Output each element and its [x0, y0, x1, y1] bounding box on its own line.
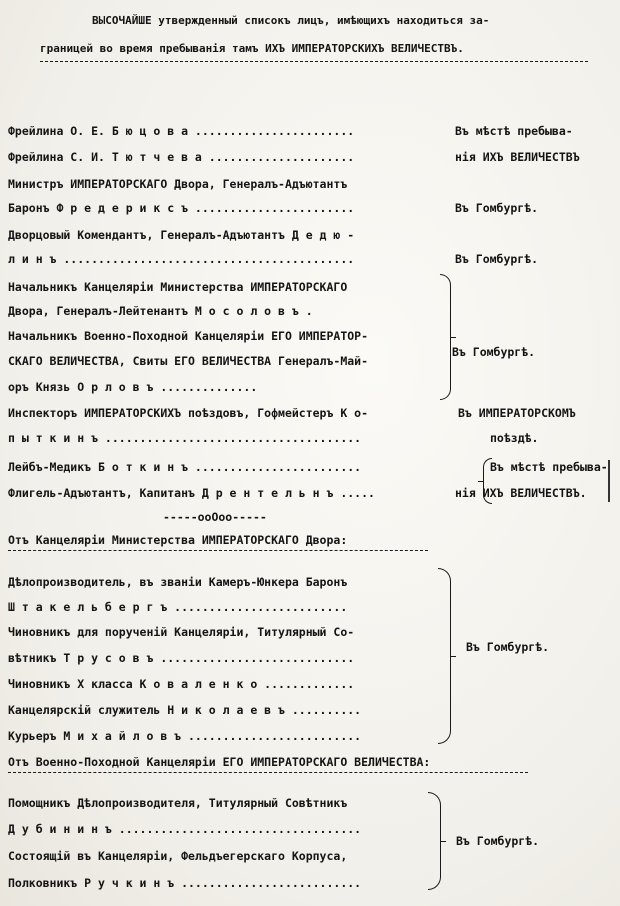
header-line-1: ВЫСОЧАЙШЕ утвержденный списокъ лицъ, имѣющихъ находиться за-	[92, 14, 490, 27]
section-title: Отъ Канцеляріи Министерства ИМПЕРАТОРСКАГО Двора:	[8, 533, 348, 547]
section-line: Дѣлопроизводитель, въ званіи Камеръ-Юнкера Баронъ	[8, 575, 348, 589]
entry-line: п ы т к и н ъ .....................................	[8, 431, 362, 445]
section-title: Отъ Военно-Походной Канцеляріи ЕГО ИМПЕРАТОРСКАГО ВЕЛИЧЕСТВА:	[8, 755, 431, 769]
group-brace	[438, 568, 451, 744]
location-note: поѣздѣ.	[490, 431, 539, 445]
section-line: Канцелярскій служитель Н и к о л а е в ъ ..........	[8, 703, 362, 717]
group-brace	[440, 274, 451, 400]
section-line: Чиновникъ для порученій Канцеляріи, Титулярный Со-	[8, 625, 355, 639]
section-line: Состоящій въ Канцеляріи, Фельдъегерскаго Корпуса,	[8, 849, 348, 863]
entry-line: СКАГО ВЕЛИЧЕСТВА, Свиты ЕГО ВЕЛИЧЕСТВА Генералъ-Май-	[8, 354, 369, 368]
section-line: Полковникъ Р у ч к и н ъ ..........................	[8, 876, 362, 890]
location-note: Въ Гомбургѣ.	[455, 201, 539, 215]
section-line: Чиновникъ X класса К о в а л е н к о .............	[8, 677, 355, 691]
group-brace	[428, 792, 441, 890]
location-note: нія ИХЪ ВЕЛИЧЕСТВЪ	[455, 150, 580, 164]
header-underline	[40, 61, 588, 62]
location-note: Въ Гомбургѣ.	[466, 640, 550, 654]
entry-line: оръ Князь О р л о в ъ ..............	[8, 380, 258, 394]
entry-line: Начальникъ Военно-Походной Канцеляріи ЕГО ИМПЕРАТОР-	[8, 329, 369, 343]
section-title-underline	[8, 550, 428, 551]
section-divider: -----ооОоо-----	[163, 510, 267, 524]
section-line: вѣтникъ Т р у с о в ъ ............................	[8, 651, 355, 665]
entry-line: Фрейлина О. Е. Б ю ц о в а .......................	[8, 124, 355, 138]
section-line: Ш т а к е л ь б е р г ъ .........................	[8, 600, 348, 614]
entry-line: Баронъ Ф р е д е р и к с ъ .......................	[8, 201, 355, 215]
entry-line: Двора, Генералъ-Лейтенантъ М о с о л о в ъ .	[8, 304, 313, 318]
section-title-underline	[8, 772, 528, 773]
section-line: Помощникъ Дѣлопроизводителя, Титулярный Совѣтникъ	[8, 796, 348, 810]
entry-line: Дворцовый Комендантъ, Генералъ-Адъютантъ Д е д ю -	[8, 228, 355, 242]
entry-line: Флигель-Адъютантъ, Капитанъ Д р е н т е л ь н ъ .....	[8, 486, 375, 500]
entry-line: л и н ъ ..........................................	[8, 252, 355, 266]
section-line: Д у б и н и н ъ ...................................	[8, 822, 362, 836]
group-brace	[483, 458, 492, 504]
right-margin-rule	[608, 460, 610, 502]
header-line-2: границей во время пребыванія тамъ ИХЪ ИМПЕРАТОРСКИХЪ ВЕЛИЧЕСТВЪ.	[40, 42, 464, 55]
entry-line: Лейбъ-Медикъ Б о т к и н ъ ........................	[8, 460, 362, 474]
location-note: Въ Гомбургѣ.	[455, 252, 539, 266]
entry-line: Инспекторъ ИМПЕРАТОРСКИХЪ поѣздовъ, Гофмейстеръ К о-	[8, 406, 369, 420]
entry-line: Начальникъ Канцеляріи Министерства ИМПЕРАТОРСКАГО	[8, 280, 348, 294]
location-note: Въ ИМПЕРАТОРСКОМЪ	[458, 406, 576, 420]
location-note: Въ Гомбургѣ.	[456, 834, 540, 848]
location-note: Въ Гомбургѣ.	[452, 345, 536, 359]
location-note: нія ИХЪ ВЕЛИЧЕСТВЪ.	[455, 486, 587, 500]
section-line: Курьеръ М и х а й л о в ъ .........................	[8, 729, 362, 743]
entry-line: Фрейлина С. И. Т ю т ч е в а .....................	[8, 150, 355, 164]
location-note: Въ мѣстѣ пребыва-	[490, 460, 608, 474]
entry-line: Министръ ИМПЕРАТОРСКАГО Двора, Генералъ-Адъютантъ	[8, 177, 348, 191]
location-note: Въ мѣстѣ пребыва-	[455, 124, 573, 138]
